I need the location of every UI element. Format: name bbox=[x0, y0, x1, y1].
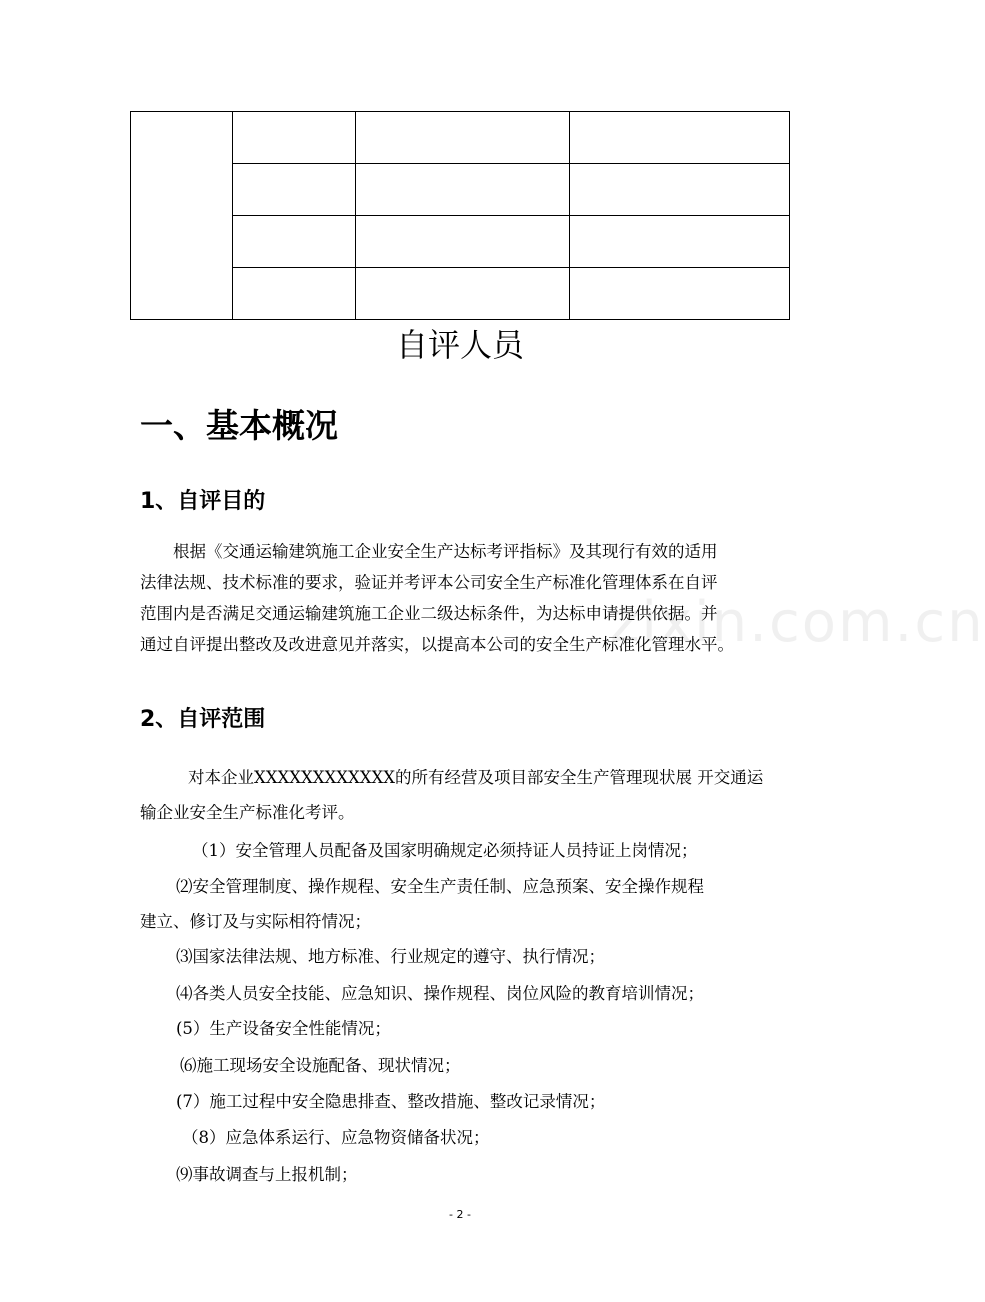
table-cell bbox=[356, 268, 569, 320]
subsection-heading-scope: 2、自评范围 bbox=[140, 707, 266, 732]
scope-item: ⑶国家法律法规、地方标准、行业规定的遵守、执行情况； bbox=[176, 947, 605, 966]
scope-item: （8）应急体系运行、应急物资储备状况； bbox=[182, 1128, 490, 1147]
paragraph-line: 对本企业XXXXXXXXXXXX的所有经营及项目部安全生产管理现状展 开交通运 bbox=[188, 768, 764, 787]
paragraph-line: 通过自评提出整改及改进意见并落实，以提高本公司的安全生产标准化管理水平。 bbox=[140, 635, 734, 654]
subsection-heading-purpose: 1、自评目的 bbox=[140, 489, 266, 514]
table-cell bbox=[233, 216, 356, 268]
table-cell bbox=[233, 268, 356, 320]
page-number: - 2 - bbox=[449, 1208, 471, 1221]
scope-item: ⑵安全管理制度、操作规程、安全生产责任制、应急预案、安全操作规程 bbox=[176, 877, 704, 896]
scope-item: (5）生产设备安全性能情况； bbox=[176, 1019, 391, 1038]
table-cell bbox=[569, 112, 789, 164]
table-cell bbox=[356, 112, 569, 164]
paragraph-line: 根据《交通运输建筑施工企业安全生产达标考评指标》及其现行有效的适用 bbox=[173, 542, 718, 561]
scope-item: ⑹施工现场安全设施配备、现状情况； bbox=[180, 1056, 461, 1075]
table-cell bbox=[233, 112, 356, 164]
scope-item: （1）安全管理人员配备及国家明确规定必须持证人员持证上岗情况； bbox=[192, 841, 698, 860]
scope-item: ⑷各类人员安全技能、应急知识、操作规程、岗位风险的教育培训情况； bbox=[176, 984, 704, 1003]
table-cell bbox=[356, 216, 569, 268]
section-heading: 一、基本概况 bbox=[140, 406, 338, 445]
scope-item: ⑼事故调查与上报机制； bbox=[176, 1165, 358, 1184]
scope-item: 建立、修订及与实际相符情况； bbox=[140, 912, 371, 931]
paragraph-line: 输企业安全生产标准化考评。 bbox=[140, 803, 355, 822]
paragraph-line: 法律法规、技术标准的要求，验证并考评本公司安全生产标准化管理体系在自评 bbox=[140, 573, 718, 592]
paragraph-line: 范围内是否满足交通运输建筑施工企业二级达标条件，为达标申请提供依据。并 bbox=[140, 604, 718, 623]
table-cell bbox=[569, 164, 789, 216]
signature-table bbox=[130, 111, 790, 320]
table-caption: 自评人员 bbox=[395, 326, 524, 364]
scope-paragraph bbox=[140, 760, 790, 830]
watermark: zixin.com.cn bbox=[610, 590, 985, 655]
scope-item: (7）施工过程中安全隐患排查、整改措施、整改记录情况； bbox=[176, 1092, 606, 1111]
table-row bbox=[131, 112, 790, 164]
table-cell bbox=[356, 164, 569, 216]
table-cell bbox=[569, 268, 789, 320]
table-cell bbox=[569, 216, 789, 268]
table-cell bbox=[233, 164, 356, 216]
table-cell bbox=[131, 112, 233, 320]
